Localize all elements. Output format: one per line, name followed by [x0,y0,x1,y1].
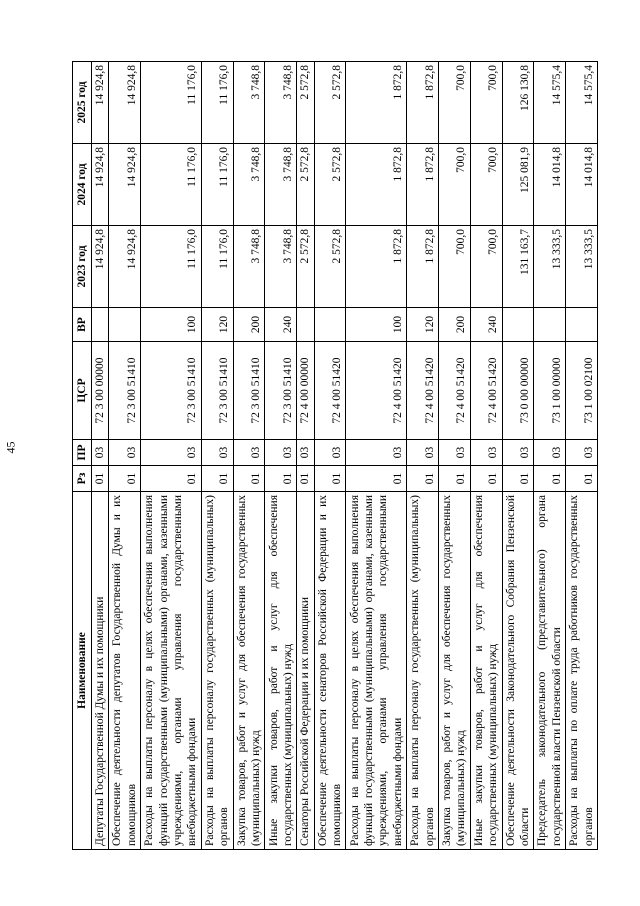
cell-rz: 01 [109,466,141,492]
cell-pr: 03 [297,440,314,466]
cell-csr: 72 4 00 51420 [470,342,502,440]
cell-2024: 11 176,0 [201,144,233,226]
cell-pr: 03 [265,440,297,466]
cell-pr: 03 [438,440,470,466]
cell-2025: 126 130,8 [502,62,534,144]
cell-2023: 700,0 [470,226,502,308]
cell-2023: 3 748,8 [265,226,297,308]
cell-csr: 72 4 00 51420 [407,342,439,440]
cell-csr: 73 0 00 00000 [502,342,534,440]
cell-2023: 2 572,8 [314,226,346,308]
cell-csr: 73 1 00 02100 [566,342,598,440]
cell-csr: 72 3 00 00000 [92,342,109,440]
cell-2023: 11 176,0 [201,226,233,308]
cell-2023: 13 333,5 [534,226,566,308]
table-row [265,62,297,850]
table-row [566,62,598,850]
table-row [141,62,202,850]
cell-pr: 03 [109,440,141,466]
cell-2023: 131 163,7 [502,226,534,308]
cell-2025: 3 748,8 [265,62,297,144]
cell-2024: 2 572,8 [314,144,346,226]
cell-name: Закупка товаров, работ и услуг для обеспечения государственных (муниципальных) нужд [438,492,470,850]
cell-pr: 03 [346,440,407,466]
cell-name: Расходы на выплаты персоналу государственных (муниципальных) органов [407,492,439,850]
cell-pr: 03 [470,440,502,466]
table-row [92,62,109,850]
cell-rz: 01 [566,466,598,492]
cell-csr: 73 1 00 00000 [534,342,566,440]
cell-2025: 700,0 [470,62,502,144]
cell-2025: 2 572,8 [297,62,314,144]
table-body [92,62,598,850]
cell-rz: 01 [438,466,470,492]
cell-pr: 03 [233,440,265,466]
cell-csr: 72 4 00 51420 [346,342,407,440]
table-row [201,62,233,850]
cell-vr [566,308,598,342]
cell-csr: 72 3 00 51410 [109,342,141,440]
cell-2024: 700,0 [438,144,470,226]
cell-vr: 120 [201,308,233,342]
header-2025: 2025 год [73,62,92,144]
cell-name: Закупка товаров, работ и услуг для обеспечения государственных (муниципальных) нужд [233,492,265,850]
cell-vr [534,308,566,342]
cell-rz: 01 [92,466,109,492]
cell-csr: 72 4 00 51420 [314,342,346,440]
cell-vr: 100 [346,308,407,342]
cell-rz: 01 [141,466,202,492]
cell-2025: 14 924,8 [109,62,141,144]
cell-2024: 14 924,8 [92,144,109,226]
cell-name: Иные закупки товаров, работ и услуг для обеспечения государственных (муниципальных) нужд [470,492,502,850]
cell-vr: 120 [407,308,439,342]
table-row [233,62,265,850]
cell-csr: 72 3 00 51410 [201,342,233,440]
header-2024: 2024 год [73,144,92,226]
cell-vr [92,308,109,342]
cell-vr: 200 [233,308,265,342]
cell-2024: 1 872,8 [346,144,407,226]
cell-vr: 240 [265,308,297,342]
cell-name: Председатель законодательного (представительного) органа государственной власти Пензенской области [534,492,566,850]
cell-2023: 3 748,8 [233,226,265,308]
page-number [0,440,22,455]
cell-name: Иные закупки товаров, работ и услуг для обеспечения государственных (муниципальных) нужд [265,492,297,850]
table-row [470,62,502,850]
cell-2024: 14 014,8 [534,144,566,226]
cell-vr [502,308,534,342]
page-number-text: 45 [3,441,18,454]
cell-pr: 03 [92,440,109,466]
cell-2025: 14 575,4 [534,62,566,144]
cell-2023: 2 572,8 [297,226,314,308]
cell-name: Расходы на выплаты персоналу государственных (муниципальных) органов [201,492,233,850]
cell-2023: 700,0 [438,226,470,308]
table-row [109,62,141,850]
cell-pr: 03 [314,440,346,466]
cell-name: Депутаты Государственной Думы и их помощники [92,492,109,850]
cell-2025: 11 176,0 [141,62,202,144]
cell-2023: 14 924,8 [109,226,141,308]
cell-vr: 200 [438,308,470,342]
table-row [346,62,407,850]
cell-name: Расходы на выплаты персоналу в целях обеспечения выполнения функций государственными (муниципальными) органами, казенными учреждениями, органами управления государственными внебюджетными фондами [141,492,202,850]
table-row [534,62,566,850]
cell-2025: 2 572,8 [314,62,346,144]
budget-table [72,61,598,850]
cell-rz: 01 [314,466,346,492]
cell-2025: 11 176,0 [201,62,233,144]
table-row [438,62,470,850]
header-2023: 2023 год [73,226,92,308]
cell-vr: 100 [141,308,202,342]
table-row [502,62,534,850]
cell-rz: 01 [470,466,502,492]
cell-name: Расходы на выплаты персоналу в целях обеспечения выполнения функций государственными (муниципальными) органами, казенными учреждениями, органами управления государственными внебюджетными фондами [346,492,407,850]
cell-2023: 11 176,0 [141,226,202,308]
table-header-row [73,62,92,850]
cell-2024: 3 748,8 [265,144,297,226]
table-row [297,62,314,850]
cell-name: Расходы на выплаты по оплате труда работников государственных органов [566,492,598,850]
cell-2024: 14 924,8 [109,144,141,226]
cell-csr: 72 4 00 51420 [438,342,470,440]
cell-pr: 03 [534,440,566,466]
cell-vr [109,308,141,342]
cell-csr: 72 3 00 51410 [265,342,297,440]
cell-rz: 01 [201,466,233,492]
cell-2025: 1 872,8 [346,62,407,144]
cell-2025: 1 872,8 [407,62,439,144]
cell-2023: 1 872,8 [407,226,439,308]
table-row [314,62,346,850]
rotated-table-container [72,62,598,850]
cell-rz: 01 [502,466,534,492]
cell-2023: 13 333,5 [566,226,598,308]
cell-rz: 01 [534,466,566,492]
cell-2023: 1 872,8 [346,226,407,308]
cell-pr: 03 [566,440,598,466]
header-pr: ПР [73,440,92,466]
cell-csr: 72 4 00 00000 [297,342,314,440]
rotated-page-area [72,62,598,850]
cell-pr: 03 [407,440,439,466]
cell-rz: 01 [297,466,314,492]
cell-2024: 3 748,8 [233,144,265,226]
cell-name: Обеспечение деятельности Законодательного Собрания Пензенской области [502,492,534,850]
cell-name: Обеспечение деятельности сенаторов Российской Федерации и их помощников [314,492,346,850]
cell-vr: 240 [470,308,502,342]
header-rz: Рз [73,466,92,492]
header-csr: ЦСР [73,342,92,440]
table-row [407,62,439,850]
cell-2024: 1 872,8 [407,144,439,226]
cell-vr [297,308,314,342]
cell-rz: 01 [346,466,407,492]
cell-2024: 700,0 [470,144,502,226]
cell-2024: 14 014,8 [566,144,598,226]
header-vr: ВР [73,308,92,342]
cell-2025: 700,0 [438,62,470,144]
cell-vr [314,308,346,342]
cell-csr: 72 3 00 51410 [141,342,202,440]
cell-pr: 03 [502,440,534,466]
cell-csr: 72 3 00 51410 [233,342,265,440]
cell-pr: 03 [201,440,233,466]
cell-rz: 01 [233,466,265,492]
cell-rz: 01 [265,466,297,492]
cell-rz: 01 [407,466,439,492]
cell-2024: 125 081,9 [502,144,534,226]
cell-2025: 14 575,4 [566,62,598,144]
cell-2023: 14 924,8 [92,226,109,308]
header-name: Наименование [73,492,92,850]
cell-name: Сенаторы Российской Федерации и их помощники [297,492,314,850]
cell-pr: 03 [141,440,202,466]
cell-2025: 14 924,8 [92,62,109,144]
cell-2025: 3 748,8 [233,62,265,144]
cell-2024: 11 176,0 [141,144,202,226]
cell-name: Обеспечение деятельности депутатов Государственной Думы и их помощников [109,492,141,850]
cell-2024: 2 572,8 [297,144,314,226]
